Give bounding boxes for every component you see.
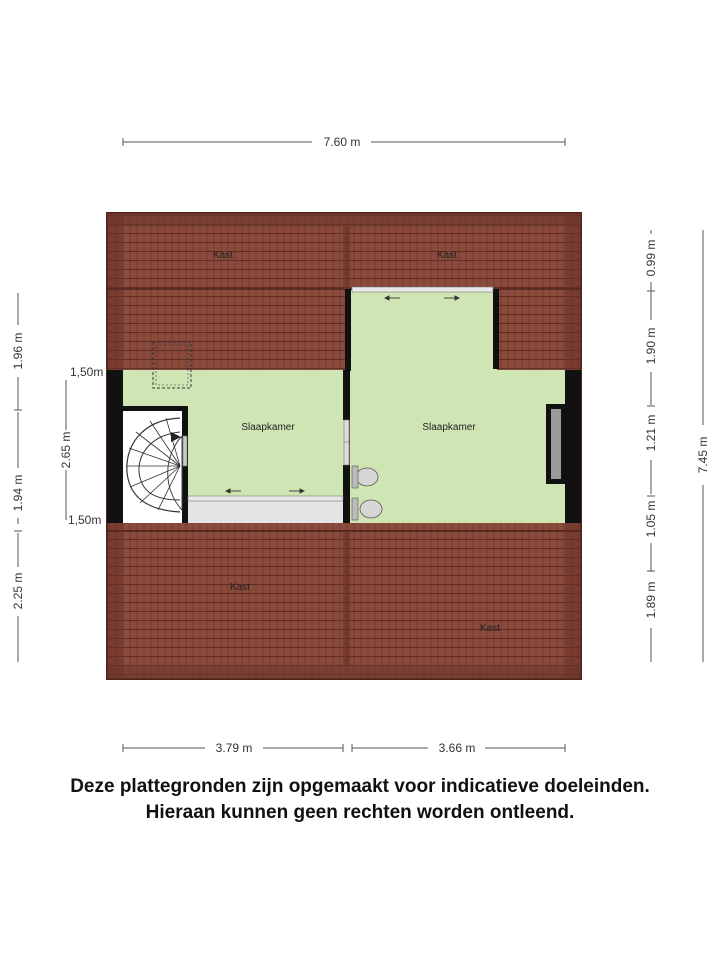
dim-right-total: 7.45 m xyxy=(696,436,710,474)
dim-bottom-right: 3.66 m xyxy=(438,741,476,755)
disclaimer-line-2: Hieraan kunnen geen rechten worden ontleend. xyxy=(145,802,575,823)
dim-right-4: 1.05 m xyxy=(644,500,658,538)
dim-left-middle: 1.94 m xyxy=(11,474,25,512)
dim-right-5: 1.89 m xyxy=(644,581,658,619)
room-label-kast-bottom-left: Kast xyxy=(229,582,251,593)
room-label-kast-bottom-right: Kast xyxy=(479,623,501,634)
dim-right-2: 1.90 m xyxy=(644,327,658,365)
room-label-slaapkamer-right: Slaapkamer xyxy=(422,422,476,433)
dim-bottom-left: 3.79 m xyxy=(215,741,253,755)
dim-height-mark-lower: 1,50m xyxy=(68,513,102,527)
staircase xyxy=(123,411,182,523)
disclaimer-line-1: Deze plattegronden zijn opgemaakt voor indicatieve doeleinden. xyxy=(70,776,650,797)
dim-height-mark-upper: 1,50m xyxy=(70,365,104,379)
dim-right-1: 0.99 m xyxy=(644,239,658,277)
room-label-kast-top-left: Kast xyxy=(212,250,234,261)
right-bedroom-notch xyxy=(497,290,565,370)
room-label-kast-top-right: Kast xyxy=(436,250,458,261)
room-label-slaapkamer-left: Slaapkamer xyxy=(241,422,295,433)
dim-left-bottom: 2.25 m xyxy=(11,572,25,610)
dim-top-total: 7.60 m xyxy=(323,135,361,149)
corridor-floor xyxy=(188,501,343,523)
dim-inner-height: 2.65 m xyxy=(59,431,73,469)
dim-left-top: 1.96 m xyxy=(11,332,25,370)
dim-right-3: 1.21 m xyxy=(644,414,658,452)
